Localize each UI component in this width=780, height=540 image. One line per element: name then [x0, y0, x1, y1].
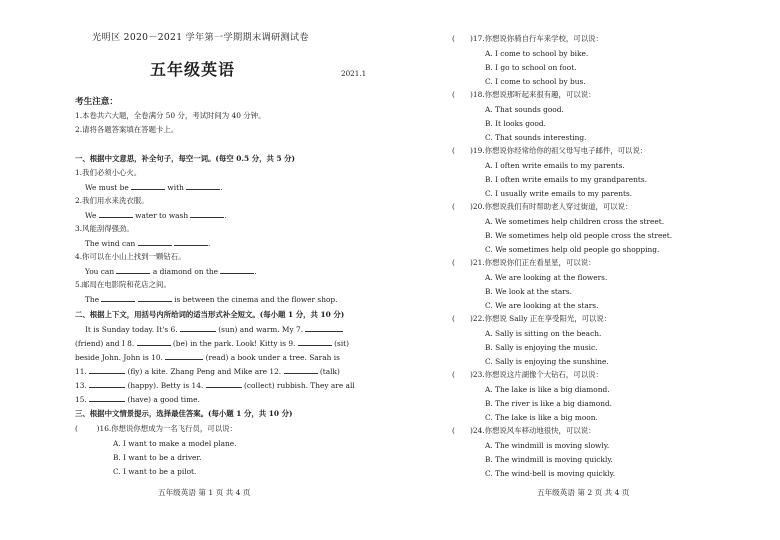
- answer-blank[interactable]: [180, 324, 216, 332]
- answer-paren[interactable]: (: [452, 202, 455, 211]
- option: C. I usually write emails to my parents.: [485, 189, 633, 198]
- option: B. I often write emails to my grandparents.: [485, 175, 647, 184]
- section1-item-en: We water to wash .: [85, 211, 227, 220]
- answer-paren[interactable]: (: [452, 90, 455, 99]
- option: B. The river is like a big diamond.: [485, 399, 613, 408]
- page-footer: 五年级英语 第 1 页 共 4 页: [158, 488, 251, 497]
- option: A. The lake is like a big diamond.: [485, 385, 610, 394]
- section1-item-en: You can a diamond on the .: [85, 267, 257, 276]
- answer-paren[interactable]: (: [75, 424, 78, 433]
- option: A. That sounds good.: [485, 105, 564, 114]
- option: C. That sounds interesting.: [485, 133, 587, 142]
- answer-blank[interactable]: [190, 210, 224, 218]
- answer-blank[interactable]: [186, 182, 220, 190]
- option: B. We look at the stars.: [485, 287, 572, 296]
- option: A. I want to make a model plane.: [113, 439, 237, 448]
- question-prompt: )17.你想说你骑自行车来学校，可以说：: [470, 34, 603, 43]
- answer-paren[interactable]: (: [452, 34, 455, 43]
- answer-blank[interactable]: [220, 266, 254, 274]
- answer-blank[interactable]: [101, 294, 135, 302]
- exam-date: 2021.1: [341, 69, 367, 78]
- section1-item-cn: 5.邮局在电影院和花店之间。: [75, 280, 171, 289]
- notice-item: 1.本卷共六大题，全卷满分 50 分，考试时间为 40 分钟。: [75, 111, 266, 120]
- section1-item-cn: 4.你可以在小山上找到一颗钻石。: [75, 252, 186, 261]
- notice-title: 考生注意：: [75, 97, 118, 107]
- answer-blank[interactable]: [99, 210, 133, 218]
- answer-blank[interactable]: [138, 238, 172, 246]
- answer-paren[interactable]: (: [452, 146, 455, 155]
- option: A. We are looking at the flowers.: [485, 273, 608, 282]
- answer-paren[interactable]: (: [452, 426, 455, 435]
- section1-item-cn: 2.我们用水来洗衣服。: [75, 196, 149, 205]
- answer-paren[interactable]: (: [452, 370, 455, 379]
- answer-blank[interactable]: [206, 380, 242, 388]
- option: C. Sally is enjoying the sunshine.: [485, 357, 609, 366]
- answer-blank[interactable]: [137, 338, 171, 346]
- exam-header-title: 光明区 2020－2021 学年第一学期期末调研测试卷: [92, 32, 309, 43]
- question-prompt: )22.你想说 Sally 正在享受阳光，可以说：: [470, 314, 612, 323]
- option: B. Sally is enjoying the music.: [485, 343, 598, 352]
- option: B. The windmill is moving quickly.: [485, 455, 613, 464]
- section2-heading: 二、根据上下文，用括号内所给词的适当形式补全短文。(每小题 1 分，共 10 分): [75, 310, 345, 319]
- answer-blank[interactable]: [89, 380, 125, 388]
- page-footer: 五年级英语 第 2 页 共 4 页: [537, 488, 630, 497]
- answer-blank[interactable]: [305, 324, 343, 332]
- passage-line: 15. (have) a good time.: [75, 395, 200, 404]
- answer-blank[interactable]: [138, 294, 172, 302]
- section1-item-en: The wind can .: [85, 239, 211, 248]
- question-prompt: )18.你想说那听起来很有趣，可以说：: [470, 90, 596, 99]
- exam-subject-title: 五年级英语: [150, 60, 236, 79]
- question-prompt: )24.你想说风车移动地很快，可以说：: [470, 426, 596, 435]
- passage-line: 13. (happy). Betty is 14. (collect) rubbish. They are all: [75, 381, 355, 390]
- answer-paren[interactable]: (: [452, 314, 455, 323]
- option: C. The wind-bell is moving quickly.: [485, 469, 616, 478]
- answer-blank[interactable]: [131, 182, 165, 190]
- option: A. Sally is sitting on the beach.: [485, 329, 602, 338]
- option: B. I want to be a driver.: [113, 453, 202, 462]
- question-prompt: )21.你想说你们正在看星星，可以说：: [470, 258, 596, 267]
- option: A. We sometimes help children cross the street.: [485, 217, 665, 226]
- passage-line: It is Sunday today. It's 6. (sun) and warm. My 7.: [85, 324, 343, 335]
- question-16: ( )16.你想说你想成为一名飞行员，可以说：: [75, 424, 237, 433]
- answer-blank[interactable]: [89, 366, 125, 374]
- option: B. It looks good.: [485, 119, 546, 128]
- option: C. I want to be a pilot.: [113, 467, 197, 476]
- answer-blank[interactable]: [284, 366, 318, 374]
- notice-item: 2.请将各题答案填在答题卡上。: [75, 125, 179, 134]
- option: B. I go to school on foot.: [485, 63, 577, 72]
- answer-blank[interactable]: [298, 338, 332, 346]
- section1-heading: 一、根据中文意思，补全句子，每空一词。(每空 0.5 分，共 5 分): [75, 154, 296, 163]
- answer-blank[interactable]: [116, 266, 150, 274]
- passage-line: (friend) and I 8. (be) in the park. Look! Kitty is 9. (sit): [75, 339, 350, 348]
- answer-paren[interactable]: (: [452, 258, 455, 267]
- answer-blank[interactable]: [174, 238, 208, 246]
- option: C. We sometimes help old people go shopping.: [485, 245, 660, 254]
- question-prompt: )20.你想说我们有时帮助老人穿过街道，可以说：: [470, 202, 633, 211]
- passage-line: 11. (fly) a kite. Zhang Peng and Mike are 12. (talk): [75, 367, 340, 376]
- answer-blank[interactable]: [89, 394, 125, 402]
- question-prompt: )19.你想说你经常给你的祖父母写电子邮件，可以说：: [470, 146, 648, 155]
- section3-heading: 三、根据中文情景提示，选择最佳答案。(每小题 1 分，共 10 分): [75, 409, 293, 418]
- answer-blank[interactable]: [165, 352, 203, 360]
- question-prompt: )23.你想说这片湖像个大钻石，可以说：: [470, 370, 603, 379]
- section1-item-cn: 1.我们必须小心火。: [75, 168, 142, 177]
- passage-line: beside John. John is 10. (read) a book under a tree. Sarah is: [75, 353, 340, 362]
- option: C. The lake is like a big moon.: [485, 413, 598, 422]
- section1-item-cn: 3.风能刮得强劲。: [75, 224, 134, 233]
- option: A. I come to school by bike.: [485, 49, 589, 58]
- option: A. I often write emails to my parents.: [485, 161, 625, 170]
- option: C. We are looking at the stars.: [485, 301, 599, 310]
- option: A. The windmill is moving slowly.: [485, 441, 610, 450]
- section1-item-en: We must be with .: [85, 183, 223, 192]
- option: B. We sometimes help old people cross the street.: [485, 231, 673, 240]
- option: C. I come to school by bus.: [485, 77, 586, 86]
- section1-item-en: The is between the cinema and the flower shop.: [85, 295, 338, 304]
